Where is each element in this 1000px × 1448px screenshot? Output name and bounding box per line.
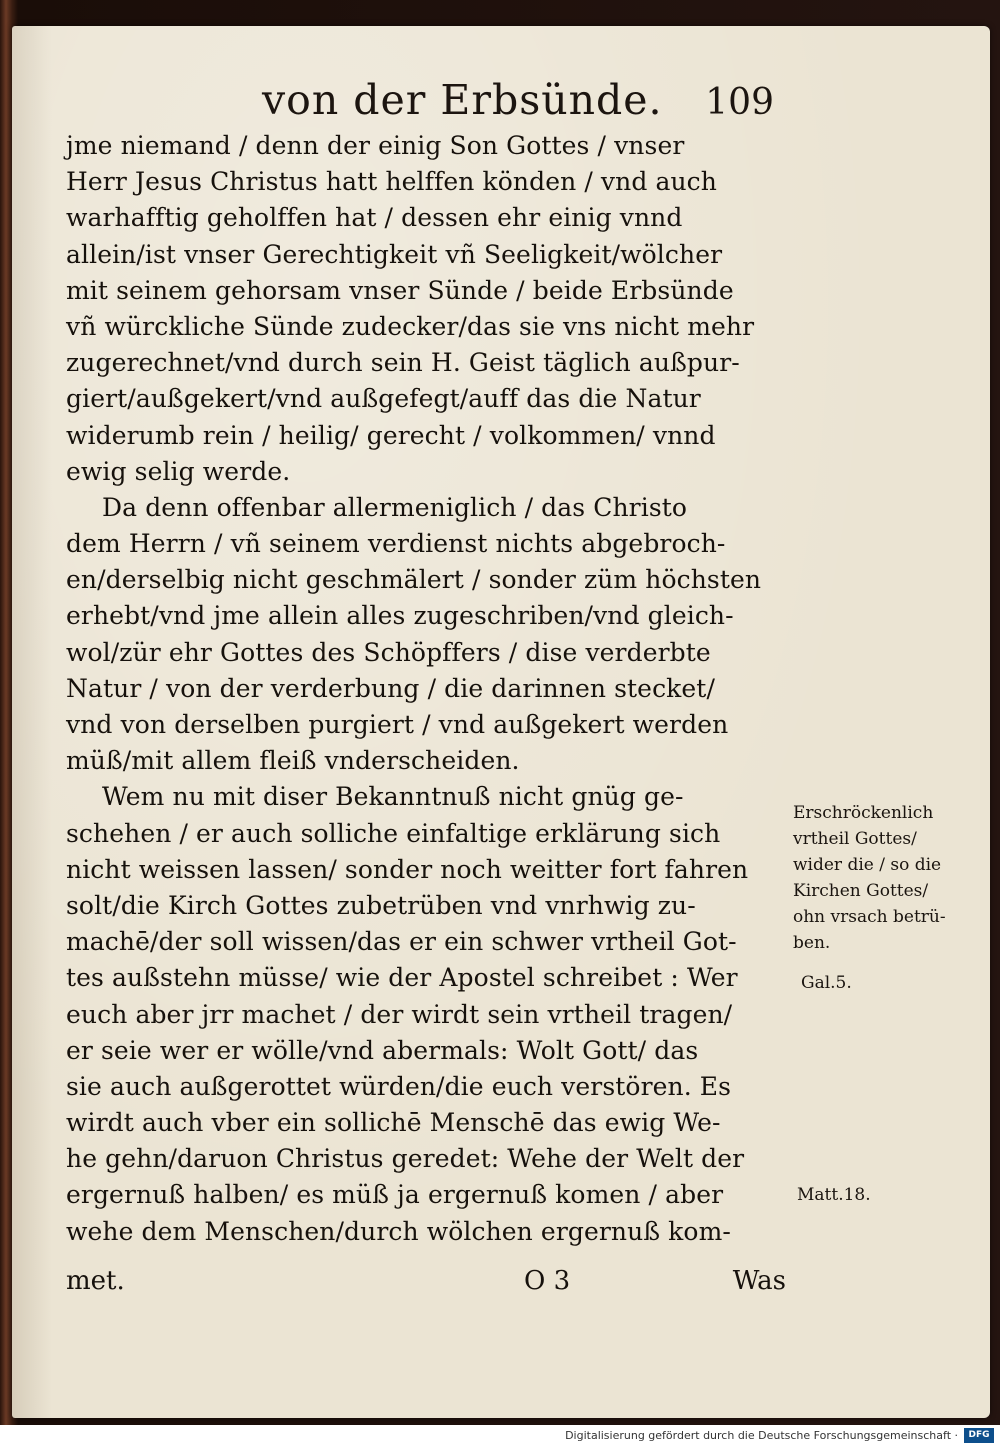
marginal-reference-gal: Gal.5. — [801, 973, 852, 993]
text-line: ergernuß halben/ es müß ja ergernuß komen / aber — [66, 1180, 724, 1210]
dfg-credit: Digitalisierung gefördert durch die Deutsche Forschungsgemeinschaft · — [565, 1429, 958, 1442]
text-line: warhafftig geholffen hat / dessen ehr einig vnnd — [66, 203, 683, 233]
text-line: Da denn offenbar allermeniglich / das Christo — [102, 492, 688, 522]
text-line: vñ würckliche Sünde zudecker/das sie vns nicht mehr — [66, 311, 755, 341]
text-line: er seie wer er wölle/vnd abermals: Wolt Gott/ das — [66, 1035, 699, 1065]
body-text — [66, 128, 786, 1250]
text-line: mit seinem gehorsam vnser Sünde / beide Erbsünde — [66, 275, 734, 305]
marginal-reference-matt: Matt.18. — [797, 1185, 871, 1205]
text-line: erhebt/vnd jme allein alles zugeschriben/vnd gleich- — [66, 601, 734, 631]
marginal-note-line: wider die / so die — [793, 855, 942, 875]
text-line: jme niemand / denn der einig Son Gottes / vnser — [66, 131, 685, 160]
text-line: machē/der soll wissen/das er ein schwer vrtheil Got- — [66, 927, 737, 957]
marginal-note-line: ben. — [793, 933, 831, 953]
page-number: 109 — [705, 82, 774, 123]
text-line: en/derselbig nicht geschmälert / sonder züm höchsten — [66, 565, 762, 595]
signature-mark: O 3 — [524, 1266, 571, 1296]
marginal-note-line: ohn vrsach betrü- — [793, 907, 946, 927]
text-line: solt/die Kirch Gottes zubetrüben vnd vnrhwig zu- — [66, 890, 696, 920]
text-line: sie auch außgerottet würden/die euch verstören. Es — [66, 1071, 732, 1101]
text-line: allein/ist vnser Gerechtigkeit vñ Seeligkeit/wölcher — [66, 239, 723, 269]
text-line: vnd von derselben purgiert / vnd außgekert werden — [66, 710, 729, 739]
digitization-footer — [0, 1425, 1000, 1448]
text-line: Wem nu mit diser Bekanntnuß nicht gnüg ge- — [102, 782, 684, 812]
text-line: dem Herrn / vñ seinem verdienst nichts abgebroch- — [66, 529, 726, 559]
text-line: müß/mit allem fleiß vnderscheiden. — [66, 746, 520, 776]
text-line: widerumb rein / heilig/ gerecht / volkommen/ vnnd — [66, 420, 716, 450]
marginal-note — [793, 800, 946, 956]
dfg-logo: DFG — [964, 1428, 994, 1443]
catchword: Was — [732, 1266, 786, 1296]
text-line: schehen / er auch solliche einfaltige erklärung sich — [66, 818, 721, 848]
text-line: wirdt auch vber ein sollichē Menschē das ewig We- — [66, 1108, 721, 1138]
text-line: Natur / von der verderbung / die darinnen stecket/ — [66, 673, 715, 703]
marginal-note-line: vrtheil Gottes/ — [793, 829, 917, 849]
last-word: met. — [66, 1266, 125, 1296]
marginal-note-line: Erschröckenlich — [793, 803, 934, 823]
text-line: Herr Jesus Christus hatt helffen könden / vnd auch — [66, 167, 717, 197]
text-line: zugerechnet/vnd durch sein H. Geist täglich außpur- — [66, 348, 740, 378]
marginal-note-line: Kirchen Gottes/ — [793, 881, 929, 901]
text-line: tes außstehn müsse/ wie der Apostel schreibet : Wer — [66, 963, 738, 993]
text-line: nicht weissen lassen/ sonder noch weitter fort fahren — [66, 854, 749, 884]
text-line: he gehn/daruon Christus geredet: Wehe der Welt der — [66, 1144, 745, 1174]
text-line: ewig selig werde. — [66, 456, 291, 486]
text-line: wehe dem Menschen/durch wölchen ergernuß kom- — [66, 1216, 731, 1246]
text-line: wol/zür ehr Gottes des Schöpffers / dise verderbte — [66, 637, 711, 667]
running-title: von der Erbsünde. — [262, 76, 663, 124]
text-line: euch aber jrr machet / der wirdt sein vrtheil tragen/ — [66, 999, 733, 1029]
text-line: giert/außgekert/vnd außgefegt/auff das die Natur — [66, 384, 701, 414]
page-foot-line — [66, 1266, 786, 1306]
